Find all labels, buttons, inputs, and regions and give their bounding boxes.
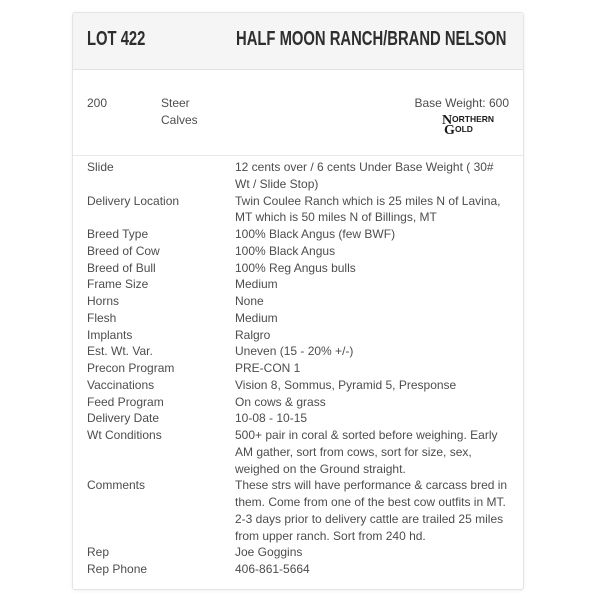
lot-title: HALF MOON RANCH/BRAND NELSON: [236, 28, 507, 50]
detail-value: Uneven (15 - 20% +/-): [235, 344, 354, 359]
detail-value: Medium: [235, 310, 278, 325]
detail-value: 10-08 - 10-15: [235, 411, 308, 426]
detail-label: Precon Program: [87, 361, 175, 375]
detail-row: [87, 394, 509, 411]
detail-value: Vision 8, Sommus, Pyramid 5, Presponse: [235, 377, 457, 392]
detail-value: These strs will have performance & carcass bred in them. Come from one of the best cow outfits in MT. 2-3 days prior to delivery cattle are trailed 25 miles from upper ranch. Sort from 240 hd.: [235, 478, 508, 543]
detail-row: [87, 243, 509, 260]
northern-gold-logo: [439, 111, 509, 135]
detail-row: [87, 159, 509, 193]
detail-row: [87, 561, 509, 578]
detail-row: [87, 276, 509, 293]
detail-label: Wt Conditions: [87, 428, 162, 442]
detail-value: None: [235, 294, 264, 308]
detail-label: Breed of Cow: [87, 243, 160, 258]
detail-label: Delivery Location: [87, 193, 180, 208]
detail-label: Delivery Date: [87, 411, 160, 426]
detail-row: [87, 377, 509, 394]
detail-value: 406-861-5664: [235, 562, 310, 576]
detail-value: 100% Black Angus: [235, 243, 336, 258]
detail-row: [87, 260, 509, 277]
detail-label: Rep Phone: [87, 562, 148, 576]
detail-value: PRE-CON 1: [235, 361, 301, 375]
detail-value: 100% Reg Angus bulls: [235, 260, 356, 275]
head-count: 200: [87, 96, 108, 110]
detail-label: Comments: [87, 478, 146, 493]
detail-row: [87, 410, 509, 427]
detail-label: Feed Program: [87, 394, 164, 409]
detail-row: [87, 343, 509, 360]
detail-label: Breed of Bull: [87, 260, 156, 275]
detail-value: Joe Goggins: [235, 545, 303, 560]
detail-label: Horns: [87, 294, 120, 308]
detail-row: [87, 193, 509, 227]
detail-value: Ralgro: [235, 327, 271, 342]
lot-card: [72, 12, 524, 590]
detail-row: [87, 310, 509, 327]
lot-details: [87, 159, 509, 578]
detail-label: Slide: [87, 160, 114, 174]
base-weight: Base Weight: 600: [414, 96, 509, 110]
detail-row: [87, 226, 509, 243]
svg-text:N: N: [442, 113, 453, 128]
lot-number: LOT 422: [87, 28, 146, 50]
detail-row: [87, 427, 509, 477]
detail-label: Vaccinations: [87, 377, 155, 392]
detail-label: Est. Wt. Var.: [87, 344, 153, 359]
detail-row: [87, 293, 509, 310]
detail-value: On cows & grass: [235, 394, 326, 409]
detail-value: 100% Black Angus (few BWF): [235, 227, 396, 241]
detail-label: Flesh: [87, 310, 117, 325]
lot-summary: [73, 69, 523, 157]
detail-value: Twin Coulee Ranch which is 25 miles N of Lavina, MT which is 50 miles N of Billings, MT: [235, 193, 501, 225]
detail-row: [87, 327, 509, 344]
detail-row: [87, 544, 509, 561]
detail-row: [87, 360, 509, 377]
detail-value: Medium: [235, 277, 278, 292]
detail-value: 500+ pair in coral & sorted before weighing. Early AM gather, sort from cows, sort for size, sex, weighed on the Ground straight.: [235, 428, 498, 476]
section-divider: [73, 155, 523, 156]
detail-row: [87, 477, 509, 544]
detail-label: Frame Size: [87, 277, 149, 292]
svg-text:ORTHERN: ORTHERN: [452, 114, 495, 124]
svg-text:G: G: [444, 123, 455, 135]
detail-label: Implants: [87, 327, 133, 342]
detail-value: 12 cents over / 6 cents Under Base Weight ( 30# Wt / Slide Stop): [235, 160, 494, 191]
lot-header: [73, 13, 523, 70]
detail-label: Rep: [87, 545, 110, 560]
cattle-description: Steer Calves: [161, 96, 198, 127]
svg-text:OLD: OLD: [455, 124, 473, 134]
detail-label: Breed Type: [87, 227, 149, 241]
